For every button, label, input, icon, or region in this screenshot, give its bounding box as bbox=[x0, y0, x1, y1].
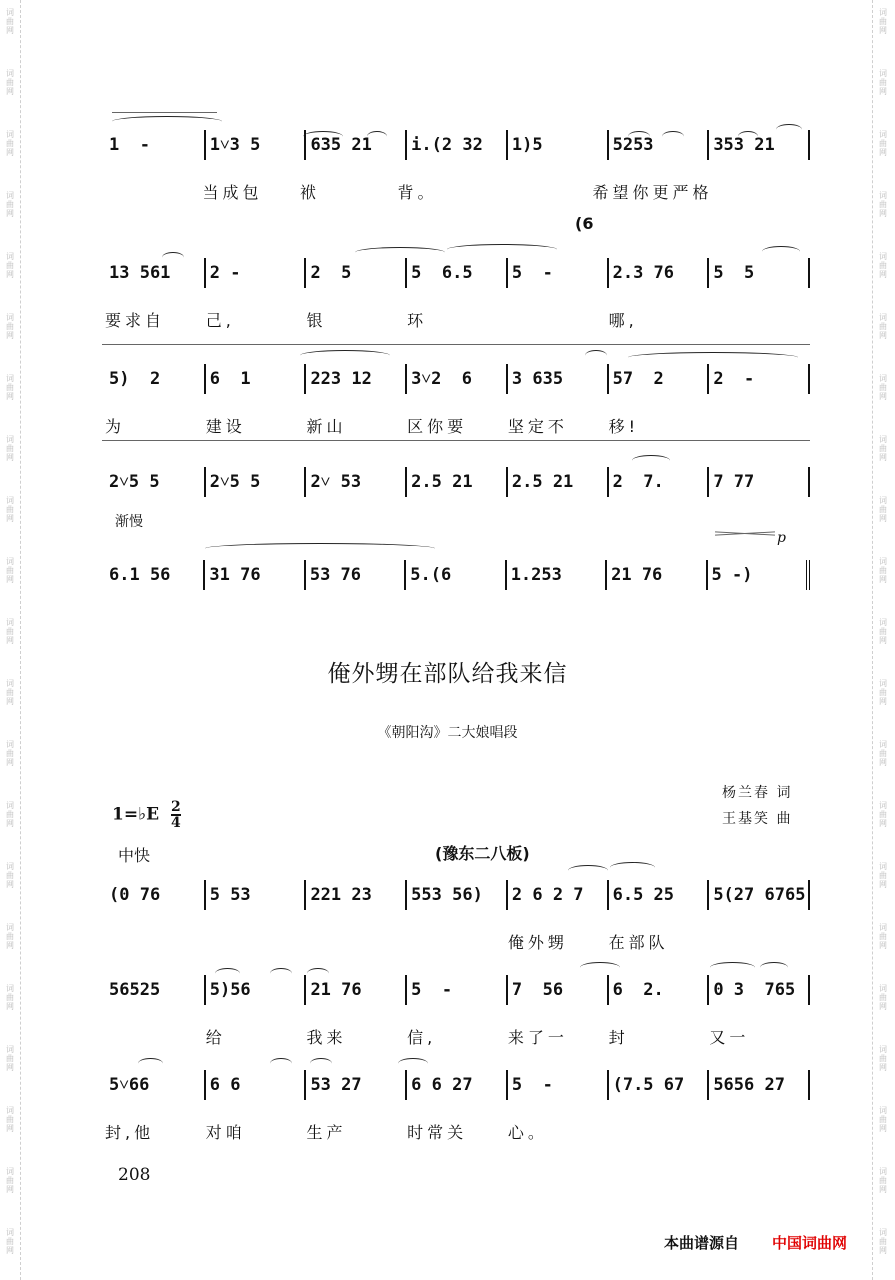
slur bbox=[138, 1058, 163, 1069]
measure: 1 - bbox=[105, 130, 206, 160]
watermark-text: 词曲网 bbox=[879, 1228, 887, 1255]
watermark-text: 词曲网 bbox=[879, 801, 887, 828]
lyric-segment: 建设 bbox=[205, 416, 246, 436]
measure: 56525 bbox=[105, 975, 206, 1005]
watermark-text: 词曲网 bbox=[6, 557, 14, 584]
measure: 13 561 bbox=[105, 258, 206, 288]
watermark-text: 词曲网 bbox=[879, 984, 887, 1011]
watermark-text: 词曲网 bbox=[879, 374, 887, 401]
watermark-text: 词曲网 bbox=[6, 740, 14, 767]
slur bbox=[398, 1058, 428, 1069]
lyric-segment: 生产 bbox=[306, 1122, 347, 1142]
notation-line bbox=[105, 258, 810, 288]
slur bbox=[112, 116, 222, 127]
measure: 6 2. bbox=[609, 975, 710, 1005]
watermark-text: 词曲网 bbox=[6, 984, 14, 1011]
watermark-text: 词曲网 bbox=[879, 191, 887, 218]
lyric-segment: 区你要 bbox=[407, 416, 468, 436]
measure: 5)56 bbox=[206, 975, 307, 1005]
lyric-line bbox=[105, 412, 810, 438]
left-watermark-margin bbox=[0, 0, 21, 1280]
watermark-text: 词曲网 bbox=[6, 252, 14, 279]
measure: 7 56 bbox=[508, 975, 609, 1005]
lyric-segment: 己, bbox=[205, 310, 235, 330]
lyricist-credit: 杨兰春 词 bbox=[722, 785, 793, 801]
lyric-segment: 给 bbox=[205, 1027, 226, 1047]
measure: 5 - bbox=[508, 258, 609, 288]
slur bbox=[760, 962, 788, 973]
lyric-segment: 要求自 bbox=[105, 310, 166, 330]
watermark-text: 词曲网 bbox=[6, 8, 14, 35]
lyric-segment: 又一 bbox=[709, 1027, 750, 1047]
slur bbox=[367, 131, 387, 142]
key-signature bbox=[112, 800, 181, 830]
lyric-line bbox=[105, 178, 810, 204]
measure: 5253 bbox=[609, 130, 710, 160]
watermark-text: 词曲网 bbox=[879, 923, 887, 950]
song-subtitle: 《朝阳沟》二大娘唱段 bbox=[377, 725, 518, 741]
watermark-text: 词曲网 bbox=[6, 862, 14, 889]
watermark-text: 词曲网 bbox=[6, 435, 14, 462]
lyric-segment: 新山 bbox=[306, 416, 347, 436]
measure: 5 -) bbox=[708, 560, 810, 590]
slur bbox=[762, 246, 800, 257]
slur bbox=[310, 1058, 332, 1069]
lyric-segment: 信, bbox=[407, 1027, 437, 1047]
watermark-text: 词曲网 bbox=[879, 862, 887, 889]
measure: 5 - bbox=[407, 975, 508, 1005]
measure: 2˅5 5 bbox=[206, 467, 307, 497]
lyric-segment: 封 bbox=[608, 1027, 629, 1047]
lyric-segment: 哪, bbox=[608, 310, 638, 330]
measure: 2˅5 5 bbox=[105, 467, 206, 497]
measure: 5 6.5 bbox=[407, 258, 508, 288]
measure: 2.3 76 bbox=[609, 258, 710, 288]
measure: 6.5 25 bbox=[609, 880, 710, 910]
measure: (7.5 67 bbox=[609, 1070, 710, 1100]
watermark-text: 词曲网 bbox=[6, 374, 14, 401]
measure: 2 6 2 7 bbox=[508, 880, 609, 910]
watermark-text: 词曲网 bbox=[879, 1167, 887, 1194]
lyric-segment: 封,他 bbox=[105, 1122, 155, 1142]
watermark-text: 词曲网 bbox=[6, 679, 14, 706]
notation-line bbox=[105, 1070, 810, 1100]
page-number: 208 bbox=[118, 1165, 151, 1185]
watermark-text: 词曲网 bbox=[6, 1167, 14, 1194]
measure: 2˅ 53 bbox=[306, 467, 407, 497]
measure: 2 - bbox=[709, 364, 810, 394]
lyric-line bbox=[105, 928, 810, 954]
slur bbox=[270, 968, 292, 979]
time-signature bbox=[171, 800, 181, 830]
tie-line bbox=[102, 440, 810, 441]
lyric-line bbox=[105, 1023, 810, 1049]
lyric-segment: 坚定不 bbox=[507, 416, 568, 436]
measure: 5.(6 bbox=[406, 560, 506, 590]
measure: 6.1 56 bbox=[105, 560, 205, 590]
measure: 5 53 bbox=[206, 880, 307, 910]
notation-line bbox=[105, 975, 810, 1005]
measure: 6 1 bbox=[206, 364, 307, 394]
notation-line bbox=[105, 880, 810, 910]
watermark-text: 词曲网 bbox=[6, 1228, 14, 1255]
watermark-text: 词曲网 bbox=[879, 496, 887, 523]
measure: 2 7. bbox=[609, 467, 710, 497]
key-text: 1=♭E bbox=[112, 804, 160, 825]
slur bbox=[303, 131, 343, 142]
measure: 635 21 bbox=[306, 130, 407, 160]
measure: 5(27 6765 bbox=[709, 880, 810, 910]
watermark-text: 词曲网 bbox=[6, 69, 14, 96]
tie-line bbox=[102, 344, 810, 345]
slur bbox=[632, 455, 670, 466]
measure: 2.5 21 bbox=[508, 467, 609, 497]
watermark-text: 词曲网 bbox=[879, 740, 887, 767]
measure: 31 76 bbox=[205, 560, 305, 590]
measure: 221 23 bbox=[306, 880, 407, 910]
lyric-segment: 移! bbox=[608, 416, 640, 436]
measure: 2.5 21 bbox=[407, 467, 508, 497]
notation-line bbox=[105, 467, 810, 497]
watermark-text: 词曲网 bbox=[879, 1106, 887, 1133]
measure: 3˅2 6 bbox=[407, 364, 508, 394]
slur bbox=[568, 865, 608, 876]
measure: 223 12 bbox=[306, 364, 407, 394]
watermark-text: 词曲网 bbox=[879, 69, 887, 96]
slur bbox=[628, 131, 650, 142]
lyric-segment: 心。 bbox=[507, 1122, 548, 1142]
measure: 3 635 bbox=[508, 364, 609, 394]
measure: i.(2 32 bbox=[407, 130, 508, 160]
right-watermark-margin bbox=[872, 0, 895, 1280]
measure: 5) 2 bbox=[105, 364, 206, 394]
watermark-text: 词曲网 bbox=[879, 557, 887, 584]
slur bbox=[585, 350, 607, 361]
lyric-segment: 背。 bbox=[397, 182, 438, 202]
watermark-text: 词曲网 bbox=[879, 1045, 887, 1072]
style-marking: (豫东二八板) bbox=[435, 844, 530, 863]
watermark-text: 词曲网 bbox=[879, 679, 887, 706]
notation-line bbox=[105, 560, 810, 590]
watermark-text: 词曲网 bbox=[879, 8, 887, 35]
lyric-segment: 在部队 bbox=[608, 932, 669, 952]
watermark-text: 词曲网 bbox=[879, 130, 887, 157]
lyric-segment: 时常关 bbox=[407, 1122, 468, 1142]
slur bbox=[776, 124, 802, 135]
measure: 57 2 bbox=[609, 364, 710, 394]
time-numerator: 2 bbox=[170, 799, 181, 815]
measure: 7 77 bbox=[709, 467, 810, 497]
slur bbox=[205, 543, 435, 554]
slur bbox=[580, 962, 620, 973]
watermark-text: 词曲网 bbox=[6, 313, 14, 340]
lyric-segment: 对咱 bbox=[205, 1122, 246, 1142]
measure: 1.253 bbox=[507, 560, 607, 590]
slur bbox=[162, 252, 184, 263]
measure: 53 27 bbox=[306, 1070, 407, 1100]
watermark-text: 词曲网 bbox=[6, 801, 14, 828]
measure: 1˅3 5 bbox=[206, 130, 307, 160]
footer-site-name: 中国词曲网 bbox=[772, 1234, 848, 1252]
measure: 5 - bbox=[508, 1070, 609, 1100]
watermark-text: 词曲网 bbox=[6, 1106, 14, 1133]
measure: 21 76 bbox=[306, 975, 407, 1005]
slur bbox=[270, 1058, 292, 1069]
measure: 5 5 bbox=[709, 258, 810, 288]
measure: 5656 27 bbox=[709, 1070, 810, 1100]
lyric-segment: 环 bbox=[407, 310, 428, 330]
dynamic-marking: p bbox=[777, 530, 786, 546]
slur bbox=[610, 862, 655, 873]
measure: 53 76 bbox=[306, 560, 406, 590]
notation-line bbox=[105, 130, 810, 160]
measure: 1)5 bbox=[508, 130, 609, 160]
notation-line bbox=[105, 364, 810, 394]
tempo-marking: 中快 bbox=[118, 846, 151, 865]
measure: 5˅66 bbox=[105, 1070, 206, 1100]
footer-source-label: 本曲谱源自 bbox=[664, 1234, 740, 1252]
lyric-segment: 当成包 bbox=[202, 182, 263, 202]
watermark-text: 词曲网 bbox=[6, 130, 14, 157]
lyric-segment: 银 bbox=[306, 310, 327, 330]
time-denominator: 4 bbox=[170, 815, 181, 831]
measure: 0 3 765 bbox=[709, 975, 810, 1005]
slur bbox=[355, 247, 445, 258]
watermark-text: 词曲网 bbox=[879, 313, 887, 340]
lyric-segment: 为 bbox=[105, 416, 126, 436]
measure: 21 76 bbox=[607, 560, 707, 590]
measure: (0 76 bbox=[105, 880, 206, 910]
slur bbox=[710, 962, 755, 973]
tempo-change-marking: 渐慢 bbox=[115, 514, 143, 530]
lyric-segment: 俺外甥 bbox=[507, 932, 568, 952]
measure: 353 21 bbox=[709, 130, 810, 160]
lyric-line bbox=[105, 1118, 810, 1144]
watermark-text: 词曲网 bbox=[879, 435, 887, 462]
lyric-segment: 我来 bbox=[306, 1027, 347, 1047]
slur bbox=[662, 131, 684, 142]
lyric-segment: 希望你更严格 bbox=[592, 182, 713, 202]
cue-note: (6 bbox=[575, 214, 594, 233]
song-title: 俺外甥在部队给我来信 bbox=[327, 661, 568, 687]
lyric-segment: 来了一 bbox=[507, 1027, 568, 1047]
watermark-text: 词曲网 bbox=[6, 496, 14, 523]
measure: 6 6 27 bbox=[407, 1070, 508, 1100]
slur bbox=[738, 131, 758, 142]
measure: 6 6 bbox=[206, 1070, 307, 1100]
lyric-line bbox=[105, 306, 810, 332]
watermark-text: 词曲网 bbox=[6, 618, 14, 645]
watermark-text: 词曲网 bbox=[879, 618, 887, 645]
slur bbox=[628, 352, 798, 363]
measure: 553 56) bbox=[407, 880, 508, 910]
lyric-segment: 袱 bbox=[300, 182, 321, 202]
tie-line bbox=[112, 112, 217, 113]
slur bbox=[447, 244, 557, 255]
watermark-text: 词曲网 bbox=[6, 1045, 14, 1072]
watermark-text: 词曲网 bbox=[879, 252, 887, 279]
slur bbox=[300, 350, 390, 361]
measure: 2 - bbox=[206, 258, 307, 288]
watermark-text: 词曲网 bbox=[6, 923, 14, 950]
watermark-text: 词曲网 bbox=[6, 191, 14, 218]
measure: 2 5 bbox=[306, 258, 407, 288]
composer-credit: 王基笑 曲 bbox=[722, 811, 793, 827]
slur bbox=[307, 968, 329, 979]
slur bbox=[215, 968, 240, 979]
